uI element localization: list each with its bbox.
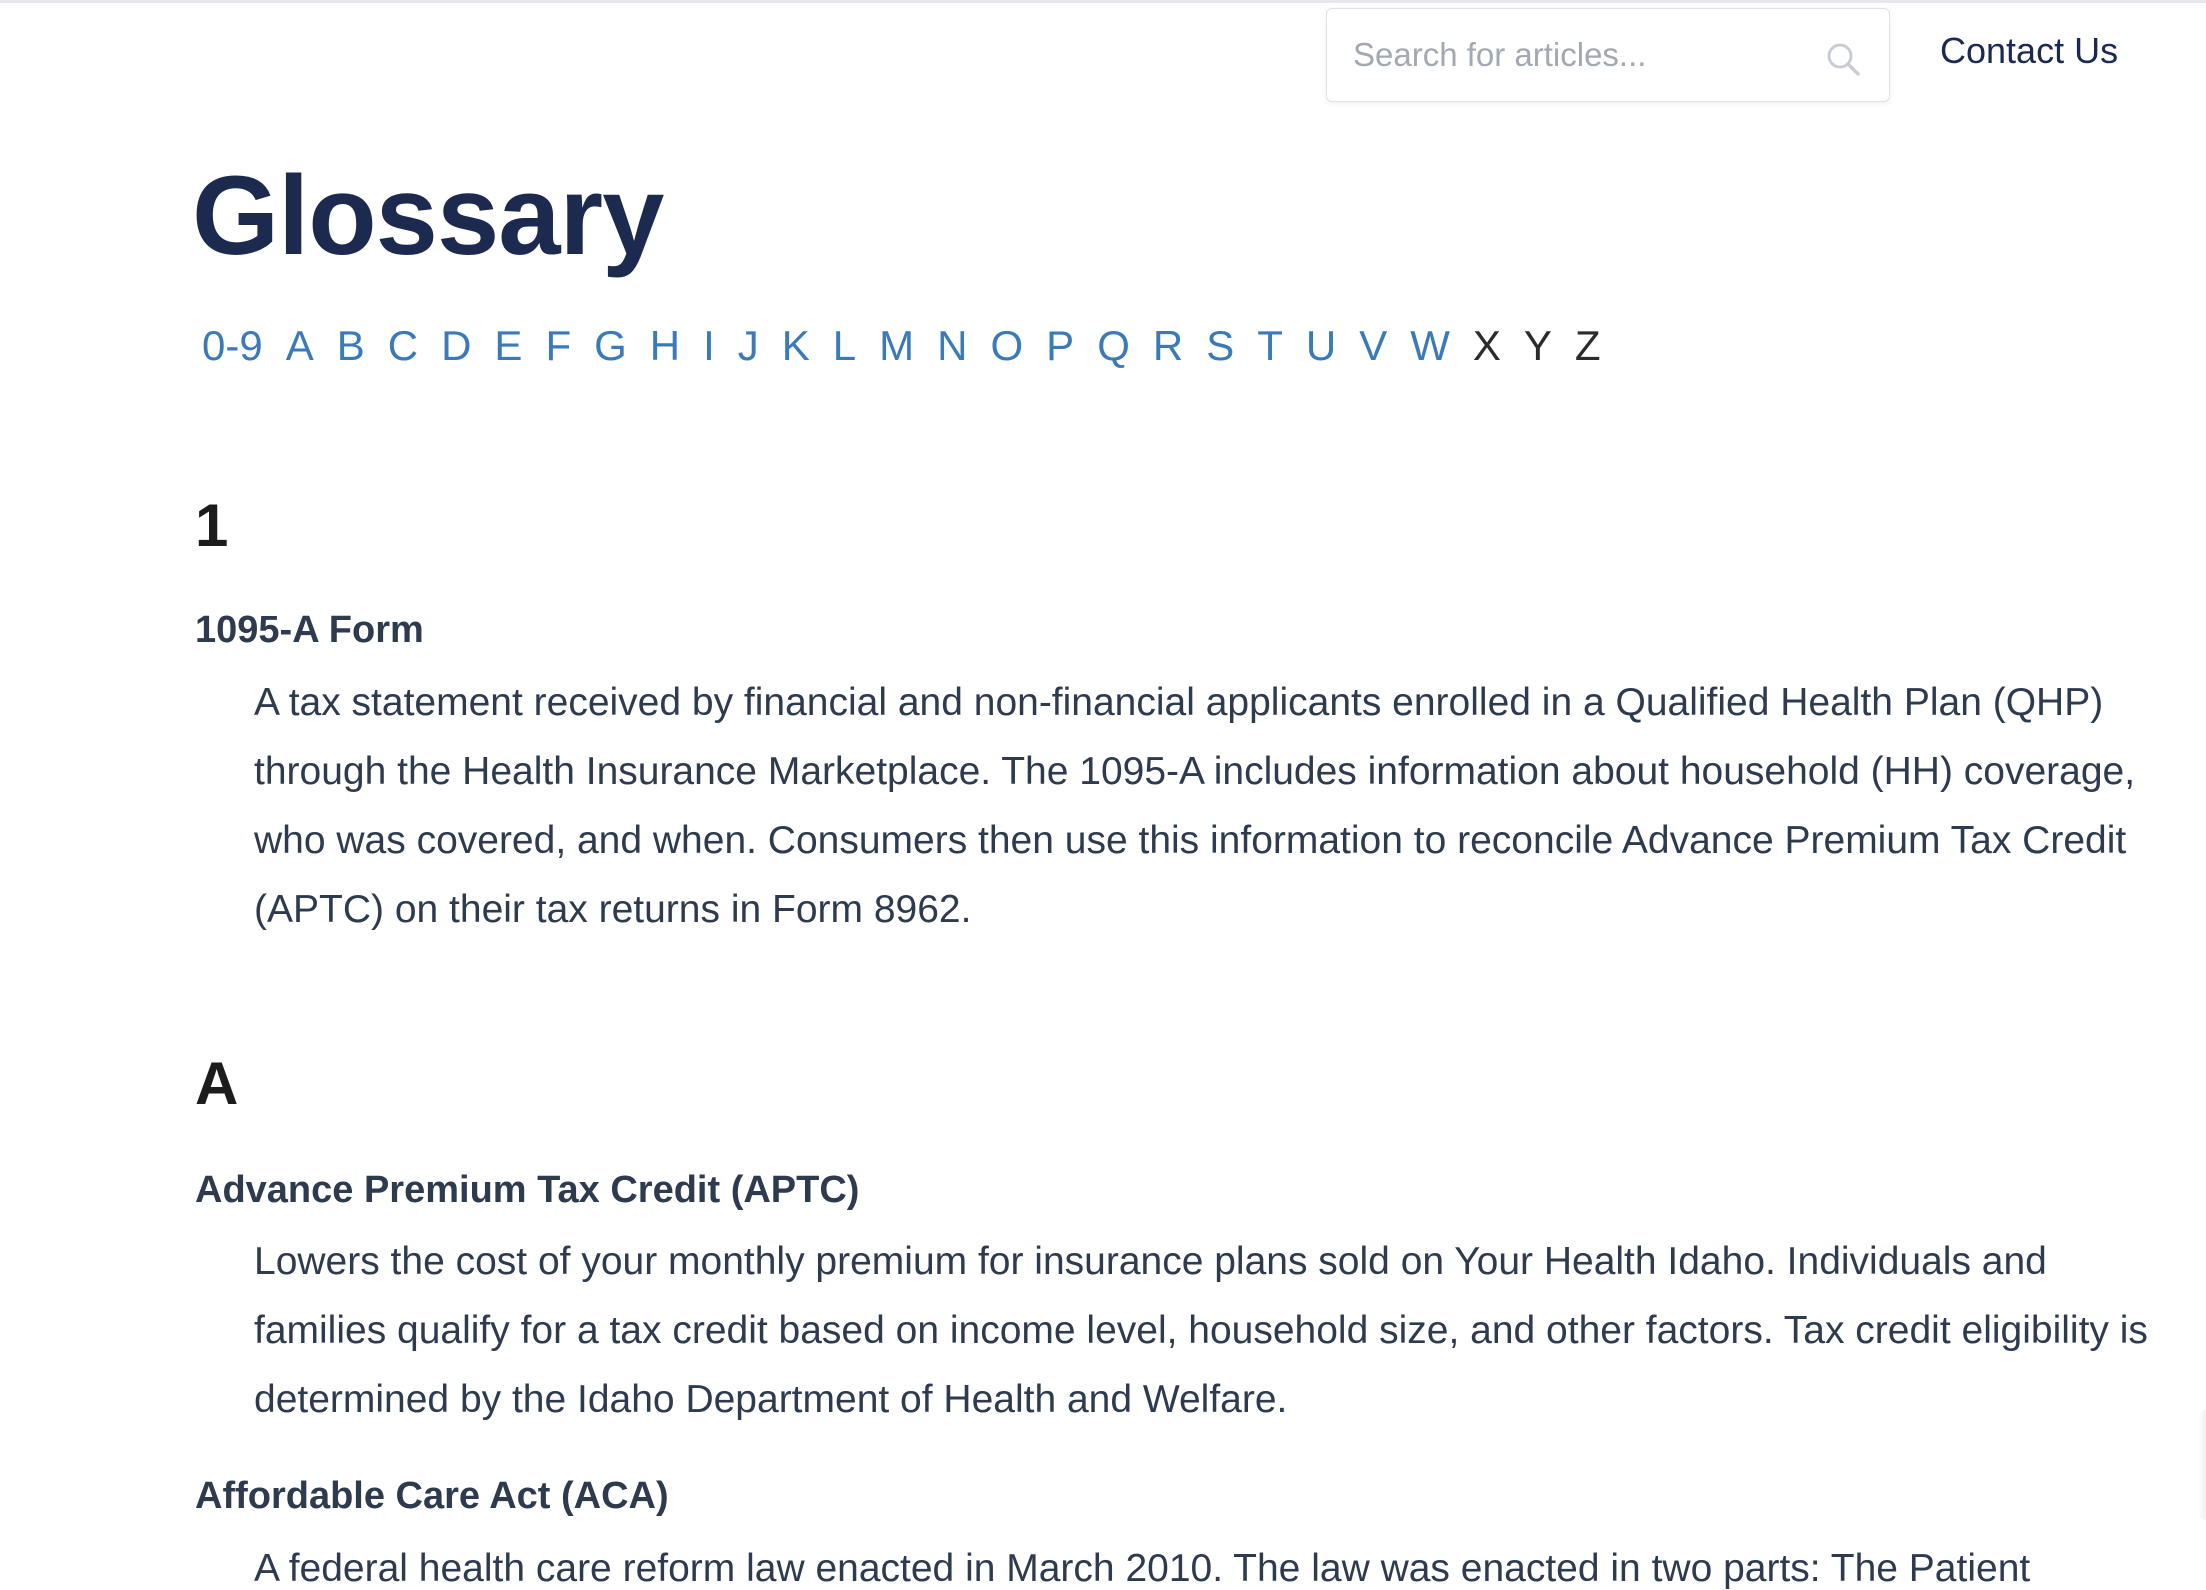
alpha-link-m[interactable]: M xyxy=(879,322,915,369)
alpha-link-q[interactable]: Q xyxy=(1097,322,1130,369)
alpha-link-t[interactable]: T xyxy=(1257,322,1283,369)
search-input[interactable] xyxy=(1353,9,1813,101)
alpha-link-u[interactable]: U xyxy=(1305,322,1337,369)
alpha-link-s[interactable]: S xyxy=(1206,322,1235,369)
contact-us-link[interactable]: Contact Us xyxy=(1940,30,2119,71)
glossary-section-1 xyxy=(195,492,2185,944)
alpha-link-c[interactable]: C xyxy=(387,322,419,369)
alpha-link-i[interactable]: I xyxy=(703,322,715,369)
alpha-link-n[interactable]: N xyxy=(937,322,968,369)
alpha-link-f[interactable]: F xyxy=(545,322,572,369)
term-aca: Affordable Care Act (ACA) xyxy=(195,1475,669,1518)
section-heading-a: A xyxy=(195,1049,239,1117)
alpha-link-e[interactable]: E xyxy=(494,322,523,369)
alpha-link-o[interactable]: O xyxy=(990,322,1024,369)
alpha-link-j[interactable]: J xyxy=(737,322,759,369)
definition-aca: A federal health care reform law enacted in March 2010. The law was enacted in two parts: The Patient xyxy=(254,1546,2031,1590)
definition-aptc: Lowers the cost of your monthly premium for insurance plans sold on Your Health Idaho. Individuals and families qualify for a tax credit based on income level, household size, and other factors. Tax credit eligibility is determined by the Idaho Department of Health and Welfare. xyxy=(254,1240,2148,1422)
glossary-section-a xyxy=(195,1049,2185,1590)
top-border xyxy=(0,0,2206,3)
section-heading-1: 1 xyxy=(195,492,229,559)
alpha-link-b[interactable]: B xyxy=(336,322,365,369)
alpha-letter-x: X xyxy=(1472,322,1501,369)
alpha-letter-y: Y xyxy=(1523,322,1552,369)
term-1095-a-form: 1095-A Form xyxy=(195,609,424,651)
alpha-link-0-9[interactable]: 0-9 xyxy=(202,322,263,369)
alpha-link-p[interactable]: P xyxy=(1046,322,1075,369)
alpha-letter-z: Z xyxy=(1574,322,1601,369)
alpha-link-v[interactable]: V xyxy=(1359,322,1388,369)
alpha-link-l[interactable]: L xyxy=(832,322,857,369)
alpha-link-g[interactable]: G xyxy=(594,322,627,369)
page-title: Glossary xyxy=(192,153,664,278)
alpha-link-r[interactable]: R xyxy=(1152,322,1184,369)
alphabet-nav xyxy=(202,322,1624,370)
alpha-link-d[interactable]: D xyxy=(441,322,472,369)
definition-1095-a-form: A tax statement received by financial and non-financial applicants enrolled in a Qualified Health Plan (QHP) through the Health Insurance Marketplace. The 1095-A includes information about household (HH) coverage, who was covered, and when. Consumers then use this information to reconcile Advance Premium Tax Credit (APTC) on their tax returns in Form 8962. xyxy=(254,680,2136,931)
search-icon[interactable] xyxy=(1823,39,1863,79)
alpha-link-k[interactable]: K xyxy=(781,322,810,369)
glossary-content xyxy=(195,482,2185,1590)
alpha-link-w[interactable]: W xyxy=(1410,322,1450,369)
scroll-edge-shadow xyxy=(2198,1410,2206,1520)
search-box[interactable] xyxy=(1326,8,1890,102)
term-aptc: Advance Premium Tax Credit (APTC) xyxy=(195,1168,860,1211)
alpha-link-h[interactable]: H xyxy=(649,322,681,369)
alpha-link-a[interactable]: A xyxy=(285,322,314,369)
